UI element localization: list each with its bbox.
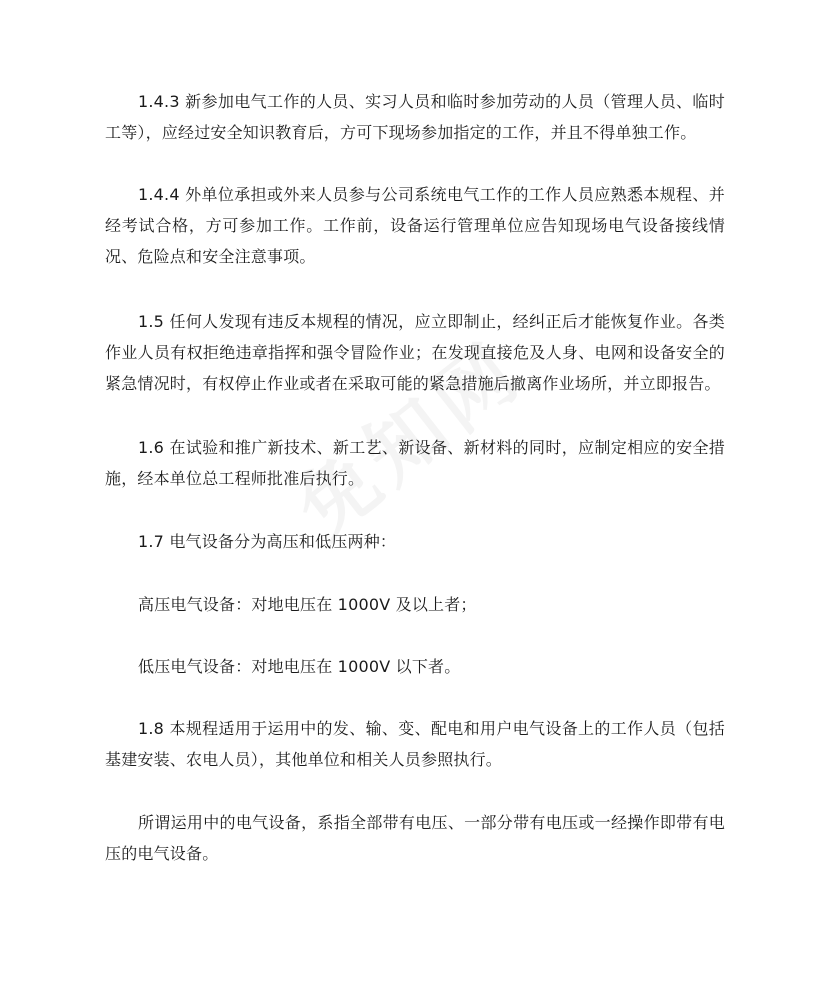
paragraph-1-6: 1.6 在试验和推广新技术、新工艺、新设备、新材料的同时，应制定相应的安全措施，经本单位总工程师批准后执行。 (105, 438, 725, 488)
paragraph-low-voltage: 低压电气设备：对地电压在 1000V 以下者。 (138, 657, 461, 676)
paragraph-1-4-4: 1.4.4 外单位承担或外来人员参与公司系统电气工作的工作人员应熟悉本规程、并经考试合格，方可参加工作。工作前，设备运行管理单位应告知现场电气设备接线情况、危险点和安全注意事项。 (105, 185, 725, 266)
paragraph-1-7: 1.7 电气设备分为高压和低压两种： (138, 532, 397, 551)
paragraph-1-4-3: 1.4.3 新参加电气工作的人员、实习人员和临时参加劳动的人员（管理人员、临时工等），应经过安全知识教育后，方可下现场参加指定的工作，并且不得单独工作。 (105, 92, 725, 142)
paragraph-high-voltage: 高压电气设备：对地电压在 1000V 及以上者； (138, 595, 477, 614)
paragraph-1-8: 1.8 本规程适用于运用中的发、输、变、配电和用户电气设备上的工作人员（包括基建安装、农电人员），其他单位和相关人员参照执行。 (105, 719, 725, 769)
paragraph-definition: 所谓运用中的电气设备，系指全部带有电压、一部分带有电压或一经操作即带有电压的电气设备。 (105, 813, 725, 863)
paragraph-1-5: 1.5 任何人发现有违反本规程的情况，应立即制止，经纠正后才能恢复作业。各类作业人员有权拒绝违章指挥和强令冒险作业；在发现直接危及人身、电网和设备安全的紧急情况时，有权停止作业或者在采取可能的紧急措施后撤离作业场所，并立即报告。 (105, 312, 725, 393)
